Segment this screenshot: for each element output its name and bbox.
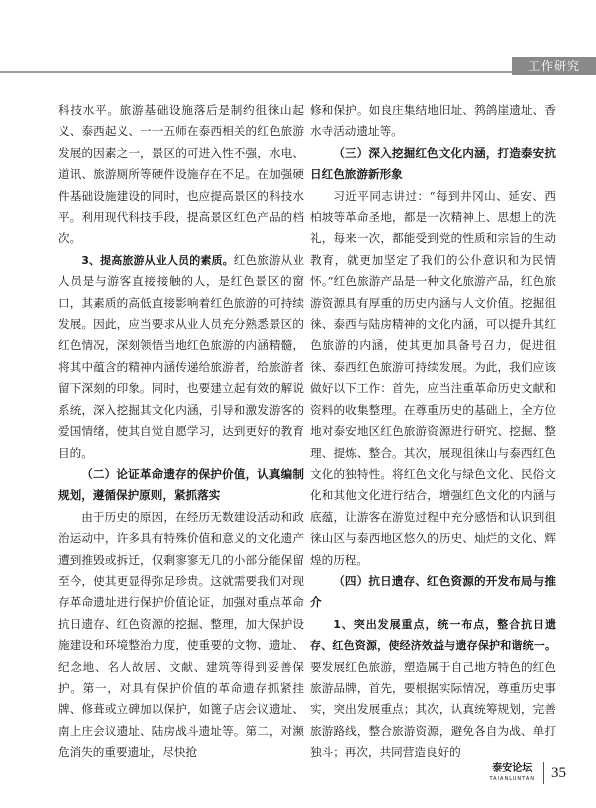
journal-name-cn: 泰安论坛 [492,763,533,774]
page-number: 35 [551,764,566,781]
paragraph [310,614,556,764]
page-footer [490,760,567,786]
right-column [310,100,556,764]
paragraph-text: 要发展红色旅游，塑造属于自己地方特色的红色旅游品牌，首先，要根据实际情况，尊重历史事实，突出发展重点；其次，认真统筹规划，完善旅游路线，整合旅游资源，避免各自为战、单打独斗；再次，共同营造良好的 [310,659,556,760]
left-column [58,100,304,764]
footer-divider [543,762,544,784]
paragraph: 修和保护。如良庄集结地旧址、鹁鸽崖遗址、香水寺活动遗址等。 [310,103,556,139]
paragraph-text: 红色旅游从业人员是与游客直接接触的人，是红色景区的窗口，其素质的高低直接影响着红色旅游的可持续发展。因此，应当要求从业人员充分熟悉景区的红色情况，深刻领悟当地红色旅游的内涵精髓，将其中蕴含的精神内涵传递给旅游者，给旅游者留下深刻的印象。同时，也要建立起有效的解说系统，深入挖掘其文化内涵，引导和激发游客的爱国情绪，使其自觉自愿学习，达到更好的教育目的。 [58,252,304,460]
header-rule [0,71,596,73]
section-heading: （二）论证革命遗存的保护价值，认真编制规划，遵循保护原则，紧抓落实 [58,466,304,503]
section-tag: 工作研究 [512,57,596,75]
paragraph [58,250,304,464]
section-heading: （四）抗日遗存、红色资源的开发布局与推介 [310,573,556,610]
journal-logo [490,763,536,783]
paragraph: 习近平同志讲过：“每到井冈山、延安、西柏坡等革命圣地，都是一次精神上、思想上的洗礼，每来一次，都能受到党的性质和宗旨的生动教育，就更加坚定了我们的公仆意识和为民情怀。”红色旅游产品是一种文化旅游产品，红色旅游资源具有厚重的历史内涵与人文价值。挖掘徂徕、泰西与陆房精神的文化内涵，可以提升其红色旅游的内涵，使其更加具备号召力，促进徂徕、泰西红色旅游可持续发展。为此，我们应该做好以下工作：首先，应当注重革命历史文献和资料的收集整理。在尊重历史的基础上，全方位地对泰安地区红色旅游资源进行研究、挖掘、整理、提炼、整合。其次，展现徂徕山与泰西红色文化的独特性。将红色文化与绿色文化、民俗文化和其他文化进行结合，增强红色文化的内涵与底蕴，让游客在游览过程中充分感悟和认识到徂徕山区与泰西地区悠久的历史、灿烂的文化、辉煌的历程。 [310,188,556,567]
paragraph: 由于历史的原因，在经历无数建设活动和政治运动中，许多具有特殊价值和意义的文化遗产遭到推毁或拆迁，仅剩寥寥无几的小部分能保留至今，使其更显得弥足珍贵。这就需要我们对现存革命遗址进行保护价值论证，加强对重点革命抗日遗存、红色资源的挖掘、整理，加大保护设施建设和环境整治力度，使重要的文物、遗址、纪念地、名人故居、文献、建筑等得到妥善保护。第一，对具有保护价值的革命遗存抓紧挂牌、修葺或立碑加以保护，如篦子店会议遗址、南上庄会议遗址、陆房战斗遗址等。第二，对濒危消失的重要遗址，尽快抢 [58,509,304,760]
paragraph-lead: 3、提高旅游从业人员的素质。 [81,253,234,267]
section-heading: （三）深入挖掘红色文化内涵，打造泰安抗日红色旅游新形象 [310,145,556,182]
journal-name-en: TAIANLUNTAN [489,776,535,782]
paragraph-lead: 1、突出发展重点，统一布点，整合抗日遗存、红色资源，使经济效益与遗存保护和谐统一。 [310,617,556,653]
paragraph: 科技水平。旅游基础设施落后是制约徂徕山起义、泰西起义、一一五师在泰西相关的红色旅游发展的因素之一，景区的可进入性不强，水电、道讯、旅游厕所等硬件设施存在不足。在加强硬件基础设施建设的同时，也应提高景区的科技水平。利用现代科技手段，提高景区红色产品的档次。 [58,103,304,246]
